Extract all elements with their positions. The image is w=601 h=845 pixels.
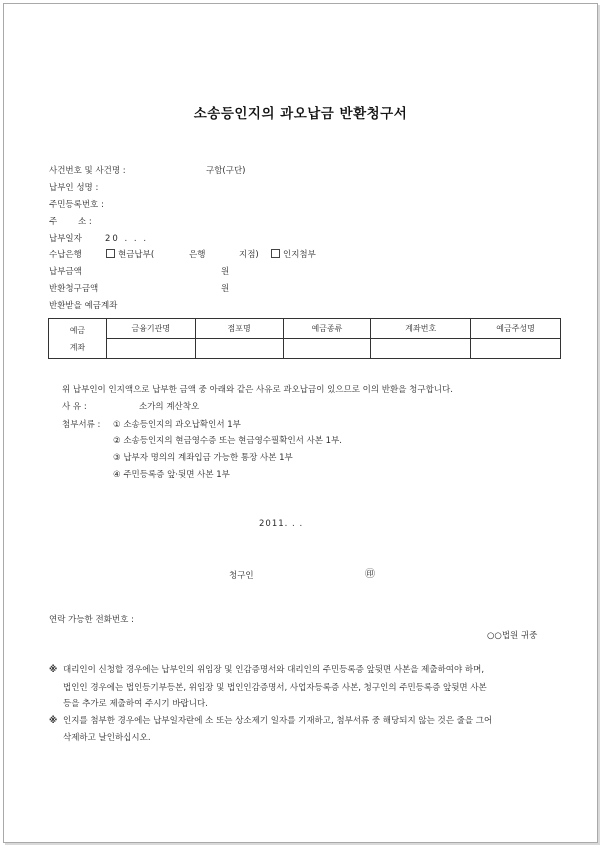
refund-method-label: 반환받을 예금계좌 <box>49 301 118 311</box>
payer-name-label: 납부인 성명 : <box>49 183 99 193</box>
phone-label: 연락 가능한 전화번호 : <box>49 615 134 625</box>
bank-word: 은행 <box>189 250 206 260</box>
cell-branch-name[interactable] <box>195 339 283 359</box>
cell-account-type[interactable] <box>283 339 371 359</box>
note-mark: ※ <box>49 665 58 675</box>
cell-account-number[interactable] <box>371 339 471 359</box>
bank-label: 수납은행 <box>49 250 82 260</box>
attachment-item: ② 소송등인지의 현금영수증 또는 현금영수필확인서 사본 1부. <box>113 436 343 446</box>
case-value: 구함(구단) <box>206 166 246 176</box>
header-account-type: 예금종류 <box>283 319 371 339</box>
document-title: 소송등인지의 과오납금 반환청구서 <box>193 106 408 122</box>
claimant-label: 청구인 <box>229 571 254 581</box>
header-account-number: 계좌번호 <box>371 319 471 339</box>
note-line: 등을 추가로 제출하여 주시기 바랍니다. <box>63 699 208 709</box>
header-branch-name: 점포명 <box>195 319 283 339</box>
amount-paid-currency: 원 <box>221 267 230 277</box>
seal-mark: ㊞ <box>365 569 375 580</box>
stamp-attach-checkbox[interactable] <box>271 249 280 258</box>
resident-no-label: 주민등록번호 : <box>49 200 104 210</box>
note-line: 법인인 경우에는 법인등기부등본, 위임장 및 법인인감증명서, 사업자등록증 사본, 청구인의 주민등록증 앞뒷면 사본 <box>63 683 487 693</box>
attachment-item: ④ 주민등록증 앞·뒷면 사본 1부 <box>113 470 230 480</box>
address-label-2: 소 : <box>78 217 92 227</box>
claim-date: 2011. . . <box>259 519 304 529</box>
note-line: 인지를 첨부한 경우에는 납부일자란에 소 또는 상소제기 일자를 기재하고, 첨부서류 중 해당되지 않는 것은 줄을 그어 <box>63 716 493 726</box>
cash-payment-checkbox[interactable] <box>106 249 115 258</box>
address-label: 주 <box>49 217 58 227</box>
amount-paid-label: 납부금액 <box>49 267 82 277</box>
note-mark: ※ <box>49 716 58 726</box>
account-table <box>48 318 561 359</box>
note-line: 대리인이 신청할 경우에는 납부인의 위임장 및 인감증명서와 대리인의 주민등록증 앞뒷면 사본을 제출하여야 하며, <box>63 665 485 675</box>
header-bank-name: 금융기관명 <box>106 319 195 339</box>
branch-word: 지점) <box>239 250 259 260</box>
stamp-attach-option[interactable]: 인지첨부 <box>271 249 316 261</box>
attachment-item: ③ 납부자 명의의 계좌입금 가능한 통장 사본 1부 <box>113 453 293 463</box>
note-line: 삭제하고 날인하십시오. <box>63 733 151 743</box>
attachments-label: 첨부서류 : <box>62 420 101 430</box>
attachment-item: ① 소송등인지의 과오납확인서 1부 <box>113 420 241 430</box>
pay-date-label: 납부일자 <box>49 234 82 244</box>
cash-payment-option[interactable]: 현금납부( <box>106 249 154 261</box>
case-label: 사건번호 및 사건명 : <box>49 166 126 176</box>
reason-value: 소가의 계산착오 <box>139 402 200 412</box>
amount-claim-label: 반환청구금액 <box>49 284 99 294</box>
header-account-holder: 예금주성명 <box>471 319 561 339</box>
cell-account-holder[interactable] <box>471 339 561 359</box>
reason-label: 사 유 : <box>62 402 87 412</box>
account-row-head: 예금 계좌 <box>49 319 107 359</box>
court-addressee: ○○법원 귀중 <box>487 631 538 641</box>
cell-bank-name[interactable] <box>106 339 195 359</box>
amount-claim-currency: 원 <box>221 284 230 294</box>
pay-date-value: 20 . . . <box>105 234 149 244</box>
claim-intro: 위 납부인이 인지액으로 납부한 금액 중 아래와 같은 사유로 과오납금이 있으므로 이의 반환을 청구합니다. <box>62 385 453 395</box>
